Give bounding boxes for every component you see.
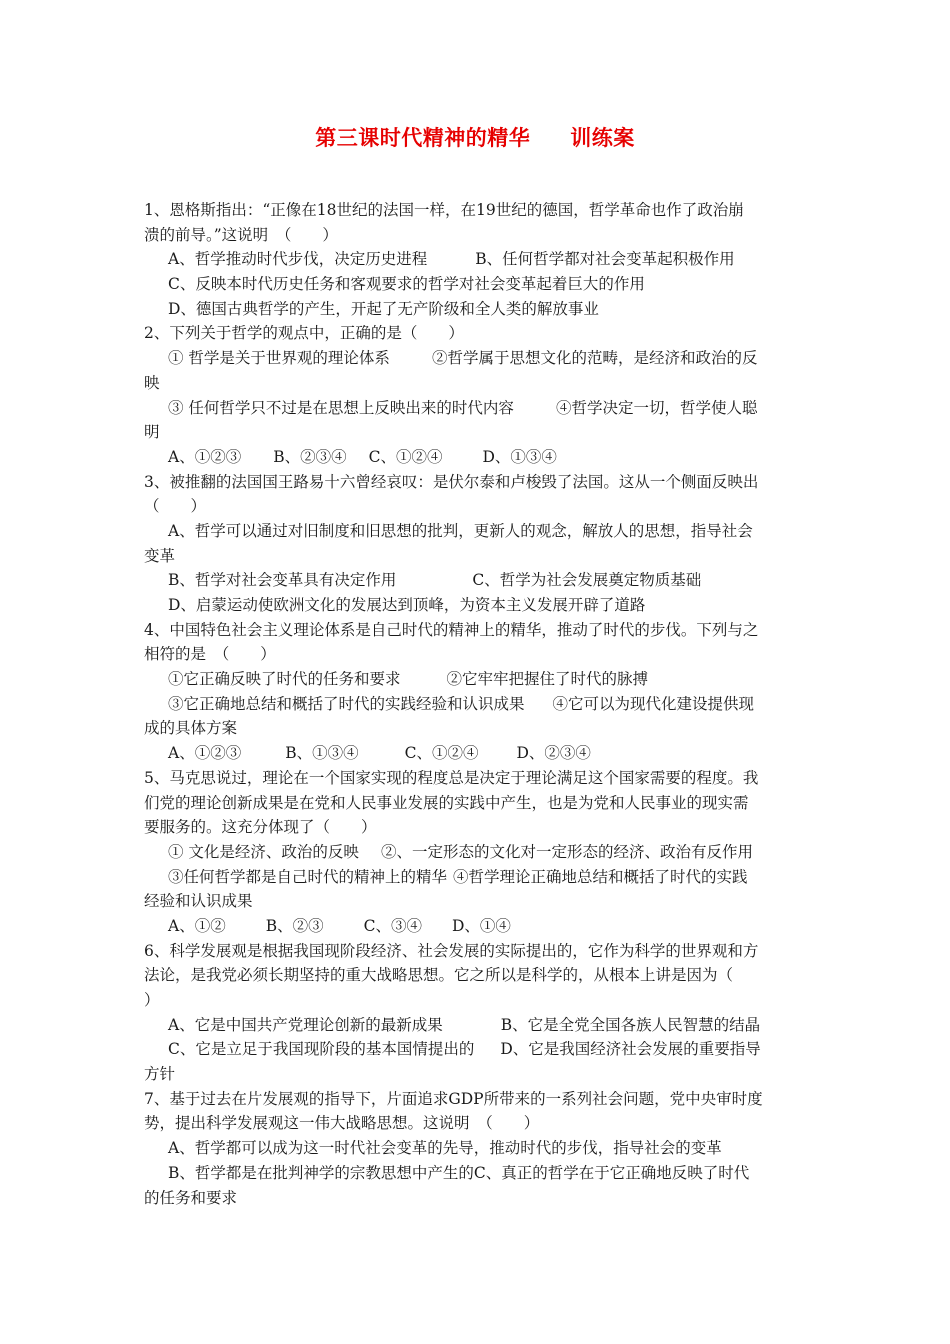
question-6-stem-line-2: 法论，是我党必须长期坚持的重大战略思想。它之所以是科学的，从根本上讲是因为（ xyxy=(144,966,734,985)
statement-2: ②它牢牢把握住了时代的脉搏 xyxy=(446,670,649,689)
question-3-options-bc xyxy=(144,568,808,593)
option-b: B、②③ xyxy=(265,916,324,935)
option-c: C、它是立足于我国现阶段的基本国情提出的 xyxy=(168,1040,475,1059)
option-c: C、哲学为社会发展奠定物质基础 xyxy=(472,571,702,590)
option-a: A、①② xyxy=(168,916,226,935)
question-1-stem-line-2: 溃的前导。”这说明 （ ） xyxy=(144,225,338,244)
question-4-options xyxy=(144,741,808,766)
option-b: B、任何哲学都对社会变革起积极作用 xyxy=(475,250,735,269)
question-2-statements-12 xyxy=(144,346,808,371)
statement-2: ②、一定形态的文化对一定形态的经济、政治有反作用 xyxy=(380,842,753,861)
question-2-options xyxy=(144,445,808,470)
question-6-option-d-cont: 方针 xyxy=(144,1065,176,1084)
question-7-stem-line-2: 势，提出科学发展观这一伟大战略思想。这说明 （ ） xyxy=(144,1114,540,1133)
option-d: D、②③④ xyxy=(516,744,591,763)
question-3-option-a-cont: 变革 xyxy=(144,546,176,565)
question-4-statements-12 xyxy=(144,667,808,692)
question-5-stem-line-3: 要服务的。这充分体现了（ ） xyxy=(144,818,377,837)
question-list xyxy=(144,198,808,1210)
question-3-option-a: A、哲学可以通过对旧制度和旧思想的批判，更新人的观念，解放人的思想，指导社会 xyxy=(168,521,753,540)
question-2-statement-4-cont: 明 xyxy=(144,423,160,442)
option-d: D、①③④ xyxy=(482,447,557,466)
question-6-options-cd xyxy=(144,1037,808,1062)
question-5-options xyxy=(144,914,808,939)
question-5-stem-line-1: 5、马克思说过，理论在一个国家实现的程度总是决定于理论满足这个国家需要的程度。我 xyxy=(144,768,759,787)
statement-3: ③它正确地总结和概括了时代的实践经验和认识成果 xyxy=(168,694,525,713)
question-1-option-d: D、德国古典哲学的产生，开起了无产阶级和全人类的解放事业 xyxy=(168,299,599,318)
question-2-statements-34 xyxy=(144,396,808,421)
question-1-stem-line-1: 1、恩格斯指出：“正像在18世纪的法国一样，在19世纪的德国，哲学革命也作了政治崩 xyxy=(144,201,744,219)
question-1-option-c: C、反映本时代历史任务和客观要求的哲学对社会变革起着巨大的作用 xyxy=(168,275,645,294)
option-d: D、它是我国经济社会发展的重要指导 xyxy=(500,1040,761,1059)
statement-3: ③任何哲学都是自己时代的精神上的精华 xyxy=(168,867,448,886)
question-2-statement-2-cont: 映 xyxy=(144,373,160,392)
statement-4: ④哲学理论正确地总结和概括了时代的实践 xyxy=(453,867,748,886)
statement-1: ① 哲学是关于世界观的理论体系 xyxy=(168,349,390,368)
question-3-stem-line-2: （ ） xyxy=(144,497,207,516)
question-6-stem-line-1: 6、科学发展观是根据我国现阶段经济、社会发展的实际提出的，它作为科学的世界观和方 xyxy=(144,941,759,960)
question-7-option-c-cont: 的任务和要求 xyxy=(144,1188,238,1207)
question-1-options-ab xyxy=(144,247,808,272)
statement-2: ②哲学属于思想文化的范畴，是经济和政治的反 xyxy=(431,349,758,368)
question-4-stem-line-1: 4、中国特色社会主义理论体系是自己时代的精神上的精华，推动了时代的步伐。下列与之 xyxy=(144,620,759,639)
question-3-stem-line-1: 3、被推翻的法国国王路易十六曾经哀叹：是伏尔泰和卢梭毁了法国。这从一个侧面反映出 xyxy=(144,472,759,491)
page-title xyxy=(0,122,950,152)
statement-1: ①它正确反映了时代的任务和要求 xyxy=(168,670,401,689)
option-b: B、①③④ xyxy=(285,744,359,763)
statement-4: ④它可以为现代化建设提供现 xyxy=(552,694,755,713)
question-5-statement-4-cont: 经验和认识成果 xyxy=(144,892,253,911)
question-6-options-ab xyxy=(144,1013,808,1038)
option-a: A、①②③ xyxy=(168,744,242,763)
option-c: C、③④ xyxy=(363,916,422,935)
question-4-stem-line-2: 相符的是 （ ） xyxy=(144,645,276,664)
question-4-statements-34 xyxy=(144,692,808,717)
option-a: A、哲学推动时代步伐，决定历史进程 xyxy=(168,250,428,269)
question-6-stem-line-3: ） xyxy=(144,991,160,1009)
question-5-stem-line-2: 们党的理论创新成果是在党和人民事业发展的实践中产生，也是为党和人民事业的现实需 xyxy=(144,793,749,812)
option-d: D、①④ xyxy=(451,916,511,935)
title-main: 第三课时代精神的精华 xyxy=(315,126,531,150)
question-7-option-a: A、哲学都可以成为这一时代社会变革的先导，推动时代的步伐，指导社会的变革 xyxy=(168,1139,722,1158)
question-7-stem-line-1: 7、基于过去在片发展观的指导下，片面追求GDP所带来的一系列社会问题，党中央审时度 xyxy=(144,1089,763,1108)
option-c: C、①②④ xyxy=(404,744,479,763)
statement-3: ③ 任何哲学只不过是在思想上反映出来的时代内容 xyxy=(168,398,514,417)
option-b: B、②③④ xyxy=(273,447,347,466)
title-sub: 训练案 xyxy=(570,126,635,150)
option-b: B、它是全党全国各族人民智慧的结晶 xyxy=(500,1015,761,1034)
option-a: A、它是中国共产党理论创新的最新成果 xyxy=(168,1015,443,1034)
statement-1: ① 文化是经济、政治的反映 xyxy=(168,842,359,861)
question-4-statement-4-cont: 成的具体方案 xyxy=(144,719,238,738)
question-2-stem: 2、下列关于哲学的观点中，正确的是（ ） xyxy=(144,324,464,343)
question-7-options-bc: B、哲学都是在批判神学的宗教思想中产生的C、真正的哲学在于它正确地反映了时代 xyxy=(168,1163,750,1182)
question-5-statements-34 xyxy=(144,865,808,890)
option-c: C、①②④ xyxy=(368,447,443,466)
statement-4: ④哲学决定一切，哲学使人聪 xyxy=(555,398,758,417)
option-b: B、哲学对社会变革具有决定作用 xyxy=(168,571,397,590)
question-5-statements-12 xyxy=(144,840,808,865)
option-a: A、①②③ xyxy=(168,447,242,466)
question-3-option-d: D、启蒙运动使欧洲文化的发展达到顶峰，为资本主义发展开辟了道路 xyxy=(168,596,646,614)
